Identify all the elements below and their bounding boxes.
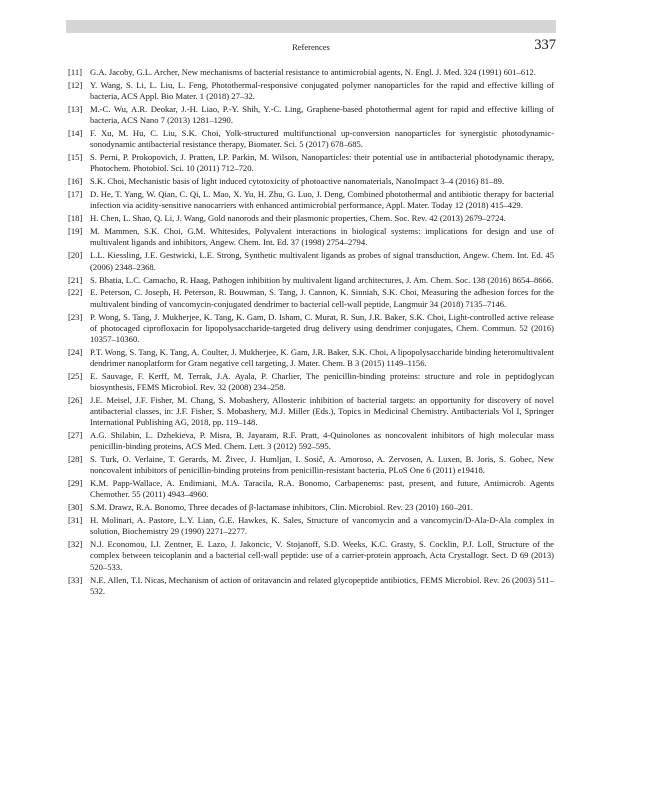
reference-text: D. He, T. Yang, W. Qian, C. Qi, L. Mao, X. Yu, H. Zhu, G. Luo, J. Deng, Combined photothermal and antibiotic therapy for bacterial infection via acidity-sensitive nanocarriers with enhanced antimicrobial performance, Appl. Mater. Today 12 (2018) 415–429. [90, 189, 554, 211]
reference-text: H. Molinari, A. Pastore, L.Y. Lian, G.E. Hawkes, K. Sales, Structure of vancomycin and a vancomycin/D-Ala-D-Ala complex in solution, Biochemistry 29 (1990) 2271–2277. [90, 515, 554, 537]
reference-item [68, 275, 554, 286]
reference-number: [33] [68, 574, 83, 585]
reference-item [68, 347, 554, 369]
header-bar [66, 20, 556, 33]
reference-number: [30] [68, 502, 83, 513]
reference-text: L.L. Kiessling, J.E. Gestwicki, L.E. Strong, Synthetic multivalent ligands as probes of signal transduction, Angew. Chem. Int. Ed. 45 (2006) 2348–2368. [90, 250, 554, 272]
reference-number: [31] [68, 515, 83, 526]
reference-number: [11] [68, 67, 82, 77]
reference-item [68, 176, 554, 187]
reference-number: [12] [68, 79, 83, 90]
reference-item [68, 502, 554, 513]
reference-item [68, 250, 554, 272]
reference-text: A.G. Shilabin, L. Dzhekieva, P. Misra, B. Jayaram, R.F. Pratt, 4-Quinolones as noncovalent inhibitors of high molecular mass penicillin-binding proteins, ACS Med. Chem. Lett. 3 (2012) 592–595. [90, 430, 554, 452]
reference-item [68, 189, 554, 211]
reference-text: J.E. Meisel, J.F. Fisher, M. Chang, S. Mobashery, Allosteric inhibition of bacterial targets: an opportunity for discovery of novel antibacterial classes, in: J.F. Fisher, S. Mobashery, M.J. Miller (Eds.), Topics in Medicinal Chemistry. Antibacterials Vol I, Springer International Publishing AG, 2018, pp. 119–148. [90, 394, 554, 428]
reference-text: Y. Wang, S. Li, L. Liu, L. Feng, Photothermal-responsive conjugated polymer nanoparticles for the rapid and effective killing of bacteria, ACS Appl. Bio Mater. 1 (2018) 27–32. [90, 79, 554, 102]
reference-text: M. Mammen, S.K. Choi, G.M. Whitesides, Polyvalent interactions in biological systems: implications for design and use of multivalent ligands and inhibitors, Angew. Chem. Int. Ed. 37 (1998) 2754–2794. [90, 226, 554, 248]
reference-number: [27] [68, 430, 83, 441]
reference-number: [15] [68, 152, 83, 163]
reference-item [68, 287, 554, 309]
reference-item [68, 478, 554, 500]
reference-text: S.K. Choi, Mechanistic basis of light induced cytotoxicity of photoactive nanomaterials, NanoImpact 3–4 (2016) 81–89. [90, 176, 505, 187]
reference-number: [16] [68, 176, 83, 187]
reference-item [68, 80, 554, 102]
reference-item [68, 312, 554, 345]
reference-text: H. Chen, L. Shao, Q. Li, J. Wang, Gold nanorods and their plasmonic properties, Chem. Soc. Rev. 42 (2013) 2679–2724. [90, 213, 506, 224]
reference-number: [21] [68, 274, 83, 285]
reference-text: G.A. Jacoby, G.L. Archer, New mechanisms of bacterial resistance to antimicrobial agents, N. Engl. J. Med. 324 (1991) 601–612. [90, 67, 536, 77]
reference-number: [14] [68, 128, 83, 139]
reference-text: S. Bhatia, L.C. Camacho, R. Haag, Pathogen inhibition by multivalent ligand architectures, J. Am. Chem. Soc. 138 (2016) 8654–8666. [90, 274, 554, 285]
reference-text: M.-C. Wu, A.R. Deokar, J.-H. Liao, P.-Y. Shih, Y.-C. Ling, Graphene-based photothermal agent for rapid and effective killing of bacteria, ACS Nano 7 (2013) 1281–1290. [90, 104, 554, 126]
reference-number: [18] [68, 213, 83, 224]
reference-text: N.E. Allen, T.I. Nicas, Mechanism of action of oritavancin and related glycopeptide antibiotics, FEMS Microbiol. Rev. 26 (2003) 511–532. [90, 574, 554, 596]
reference-number: [32] [68, 539, 83, 550]
reference-text: S. Perni, P. Prokopovich, J. Pratten, I.P. Parkin, M. Wilson, Nanoparticles: their potential use in antibacterial photodynamic therapy, Photochem. Photobiol. Sci. 10 (2011) 712–720. [90, 152, 554, 174]
running-head [66, 38, 556, 56]
section-title: References [292, 42, 330, 52]
reference-item [68, 539, 554, 572]
reference-item [68, 515, 554, 537]
reference-number: [19] [68, 226, 83, 237]
reference-number: [17] [68, 189, 83, 200]
reference-item [68, 152, 554, 174]
reference-text: K.M. Papp-Wallace, A. Endimiani, M.A. Taracila, R.A. Bonomo, Carbapenems: past, present, and future, Antimicrob. Agents Chemother. 55 (2011) 4943–4960. [90, 478, 554, 500]
reference-number: [28] [68, 454, 83, 465]
reference-number: [29] [68, 478, 83, 489]
reference-list [68, 67, 554, 599]
reference-item [68, 213, 554, 224]
reference-item [68, 395, 554, 428]
reference-text: E. Sauvage, F. Kerff, M. Terrak, J.A. Ayala, P. Charlier, The penicillin-binding proteins: structure and role in peptidoglycan biosynthesis, FEMS Microbiol. Rev. 32 (2008) 234–258. [90, 370, 554, 392]
reference-text: P. Wong, S. Tang, J. Mukherjee, K. Tang, K. Gam, D. Isham, C. Murat, R. Sun, J.R. Baker, S.K. Choi, Light-controlled active release of photocaged ciprofloxacin for lipopolysaccharide-targeted drug delivery using dendrimer conjugates, Chem. Commun. 52 (2016) 10357–10360. [90, 311, 554, 344]
reference-item [68, 226, 554, 248]
reference-text: S.M. Drawz, R.A. Bonomo, Three decades of β-lactamase inhibitors, Clin. Microbiol. Rev. 23 (2010) 160–201. [90, 502, 473, 513]
reference-text: S. Turk, O. Verlaine, T. Gerards, M. Živec, J. Humljan, I. Sosič, A. Amoroso, A. Zervosen, A. Luxen, B. Joris, S. Gobec, New noncovalent inhibitors of penicillin-binding proteins from penicillin-resistant bacteria, PLoS One 6 (2011) e19418. [90, 454, 554, 476]
reference-text: P.T. Wong, S. Tang, K. Tang, A. Coulter, J. Mukherjee, K. Gam, J.R. Baker, S.K. Choi, A lipopolysaccharide binding heteromultivalent dendrimer nanoplatform for Gram negative cell targeting, J. Mater. Chem. B 3 (2015) 1149–1156. [90, 346, 554, 368]
reference-item [68, 128, 554, 150]
reference-item [68, 430, 554, 452]
reference-item [68, 454, 554, 476]
reference-number: [22] [68, 287, 83, 298]
reference-number: [20] [68, 250, 83, 261]
reference-number: [26] [68, 394, 83, 405]
reference-text: N.J. Economou, I.J. Zentner, E. Lazo, J. Jakoncic, V. Stojanoff, S.D. Weeks, K.C. Grasty, S. Cocklin, P.J. Loll, Structure of the complex between teicoplanin and a bacterial cell-wall peptide: use of a carrier-protein approach, Acta Crystallogr. Sect. D 69 (2013) 520–533. [90, 539, 554, 572]
reference-number: [13] [68, 104, 83, 115]
reference-item [68, 371, 554, 393]
reference-item [68, 67, 554, 78]
reference-text: F. Xu, M. Hu, C. Liu, S.K. Choi, Yolk-structured multifunctional up-conversion nanoparticles for synergistic photodynamic-sonodynamic antibacterial resistance therapy, Biomater. Sci. 5 (2017) 678–685. [90, 128, 554, 150]
reference-number: [25] [68, 370, 83, 381]
reference-item [68, 575, 554, 597]
reference-number: [23] [68, 311, 83, 322]
reference-text: E. Peterson, C. Joseph, H. Peterson, R. Bouwman, S. Tang, J. Cannon, K. Sinniah, S.K. Choi, Measuring the adhesion forces for the multivalent binding of vancomycin-conjugated dendrimer to bacterial cell-wall peptide, Langmuir 34 (2018) 7135–7146. [90, 287, 554, 309]
reference-number: [24] [68, 346, 83, 357]
reference-item [68, 104, 554, 126]
page-number: 337 [534, 37, 556, 53]
